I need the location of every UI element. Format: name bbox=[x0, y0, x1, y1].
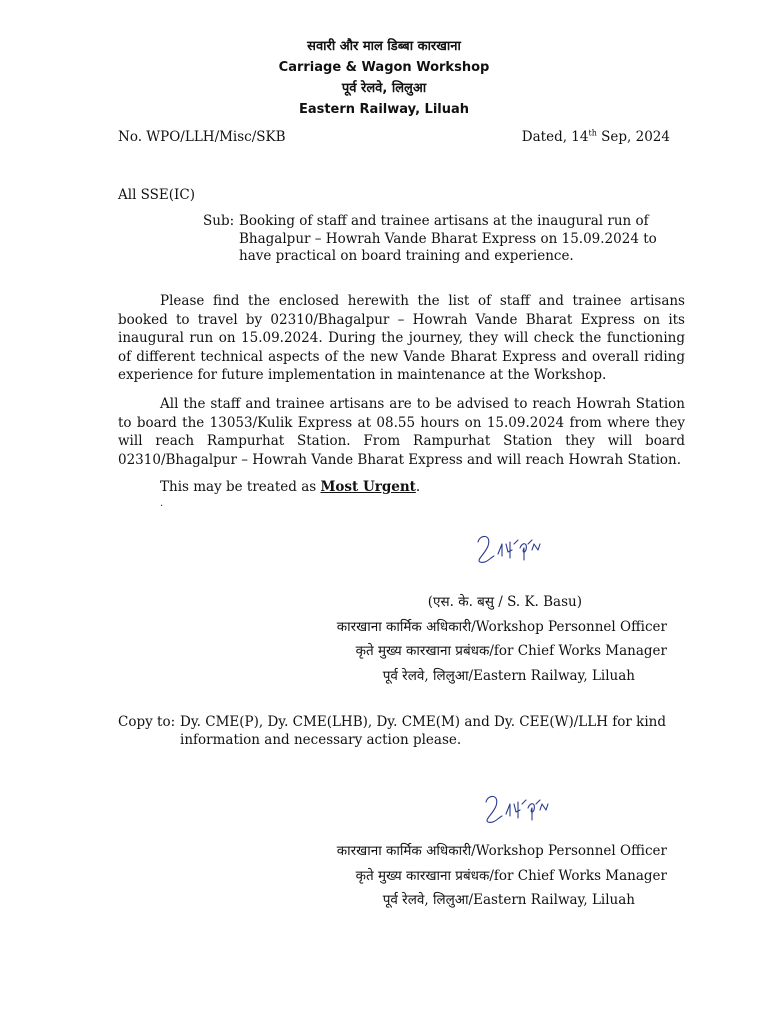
signatory2-designation: कारखाना कार्मिक अधिकारी/Workshop Personnel Officer bbox=[336, 843, 667, 859]
signatory-block-2 bbox=[337, 839, 667, 913]
stray-mark: . bbox=[160, 498, 164, 509]
signatory-name: (एस. के. बसु / S. K. Basu) bbox=[427, 594, 582, 610]
urgency-note: This may be treated as Most Urgent. bbox=[160, 479, 421, 495]
letterhead-hindi-railway: पूर्व रेलवे, लिलुआ bbox=[341, 81, 427, 96]
signatory2-for-line: कृते मुख्य कारखाना प्रबंधक/for Chief Works Manager bbox=[355, 867, 667, 884]
signature-1 bbox=[470, 520, 550, 580]
subject bbox=[203, 213, 673, 266]
letter-date: Dated, 14th Sep, 2024 bbox=[521, 128, 670, 145]
letterhead-hindi-workshop: सवारी और माल डिब्बा कारखाना bbox=[307, 39, 461, 54]
copy-to-label: Copy to: bbox=[118, 714, 176, 730]
copy-to bbox=[118, 713, 678, 749]
body-paragraph-1: Please find the enclosed herewith the list of staff and trainee artisans booked to travel by 02310/Bhagalpur – Howrah Vande Bharat Express on its inaugural run on 15.09.2024. During the journey, they will check the functioning of different technical aspects of the new Vande Bharat Express and overall riding experience for future implementation in maintenance at the Workshop. bbox=[118, 293, 685, 383]
subject-text: Booking of staff and trainee artisans at the inaugural run of Bhagalpur – Howrah Vande Bharat Express on 15.09.2024 to have practical on board training and experience. bbox=[239, 213, 657, 264]
letterhead bbox=[0, 36, 768, 120]
subject-label: Sub: bbox=[203, 213, 235, 229]
signatory-block bbox=[337, 590, 667, 688]
signatory-designation: कारखाना कार्मिक अधिकारी/Workshop Personnel Officer bbox=[336, 618, 667, 635]
signature-2 bbox=[478, 784, 558, 844]
signatory2-place: पूर्व रेलवे, लिलुआ/Eastern Railway, Liluah bbox=[382, 892, 635, 908]
reference-row bbox=[118, 128, 670, 146]
most-urgent-text: Most Urgent bbox=[320, 479, 416, 495]
letterhead-english-workshop: Carriage & Wagon Workshop bbox=[278, 60, 490, 75]
letterhead-english-railway: Eastern Railway, Liluah bbox=[298, 102, 470, 117]
signatory-place: पूर्व रेलवे, लिलुआ/Eastern Railway, Liluah bbox=[382, 667, 635, 684]
addressee: All SSE(IC) bbox=[118, 187, 195, 203]
signatory-for-line: कृते मुख्य कारखाना प्रबंधक/for Chief Works Manager bbox=[355, 643, 667, 659]
reference-number: No. WPO/LLH/Misc/SKB bbox=[118, 129, 286, 145]
body-paragraph-2: All the staff and trainee artisans are to be advised to reach Howrah Station to board the 13053/Kulik Express at 08.55 hours on 15.09.2024 from where they will reach Rampurhat Station. From Rampurhat Station they will board 02310/Bhagalpur – Howrah Vande Bharat Express and will reach Howrah Station. bbox=[118, 396, 685, 468]
copy-to-text: Dy. CME(P), Dy. CME(LHB), Dy. CME(M) and Dy. CEE(W)/LLH for kind information and necessary action please. bbox=[180, 714, 666, 748]
